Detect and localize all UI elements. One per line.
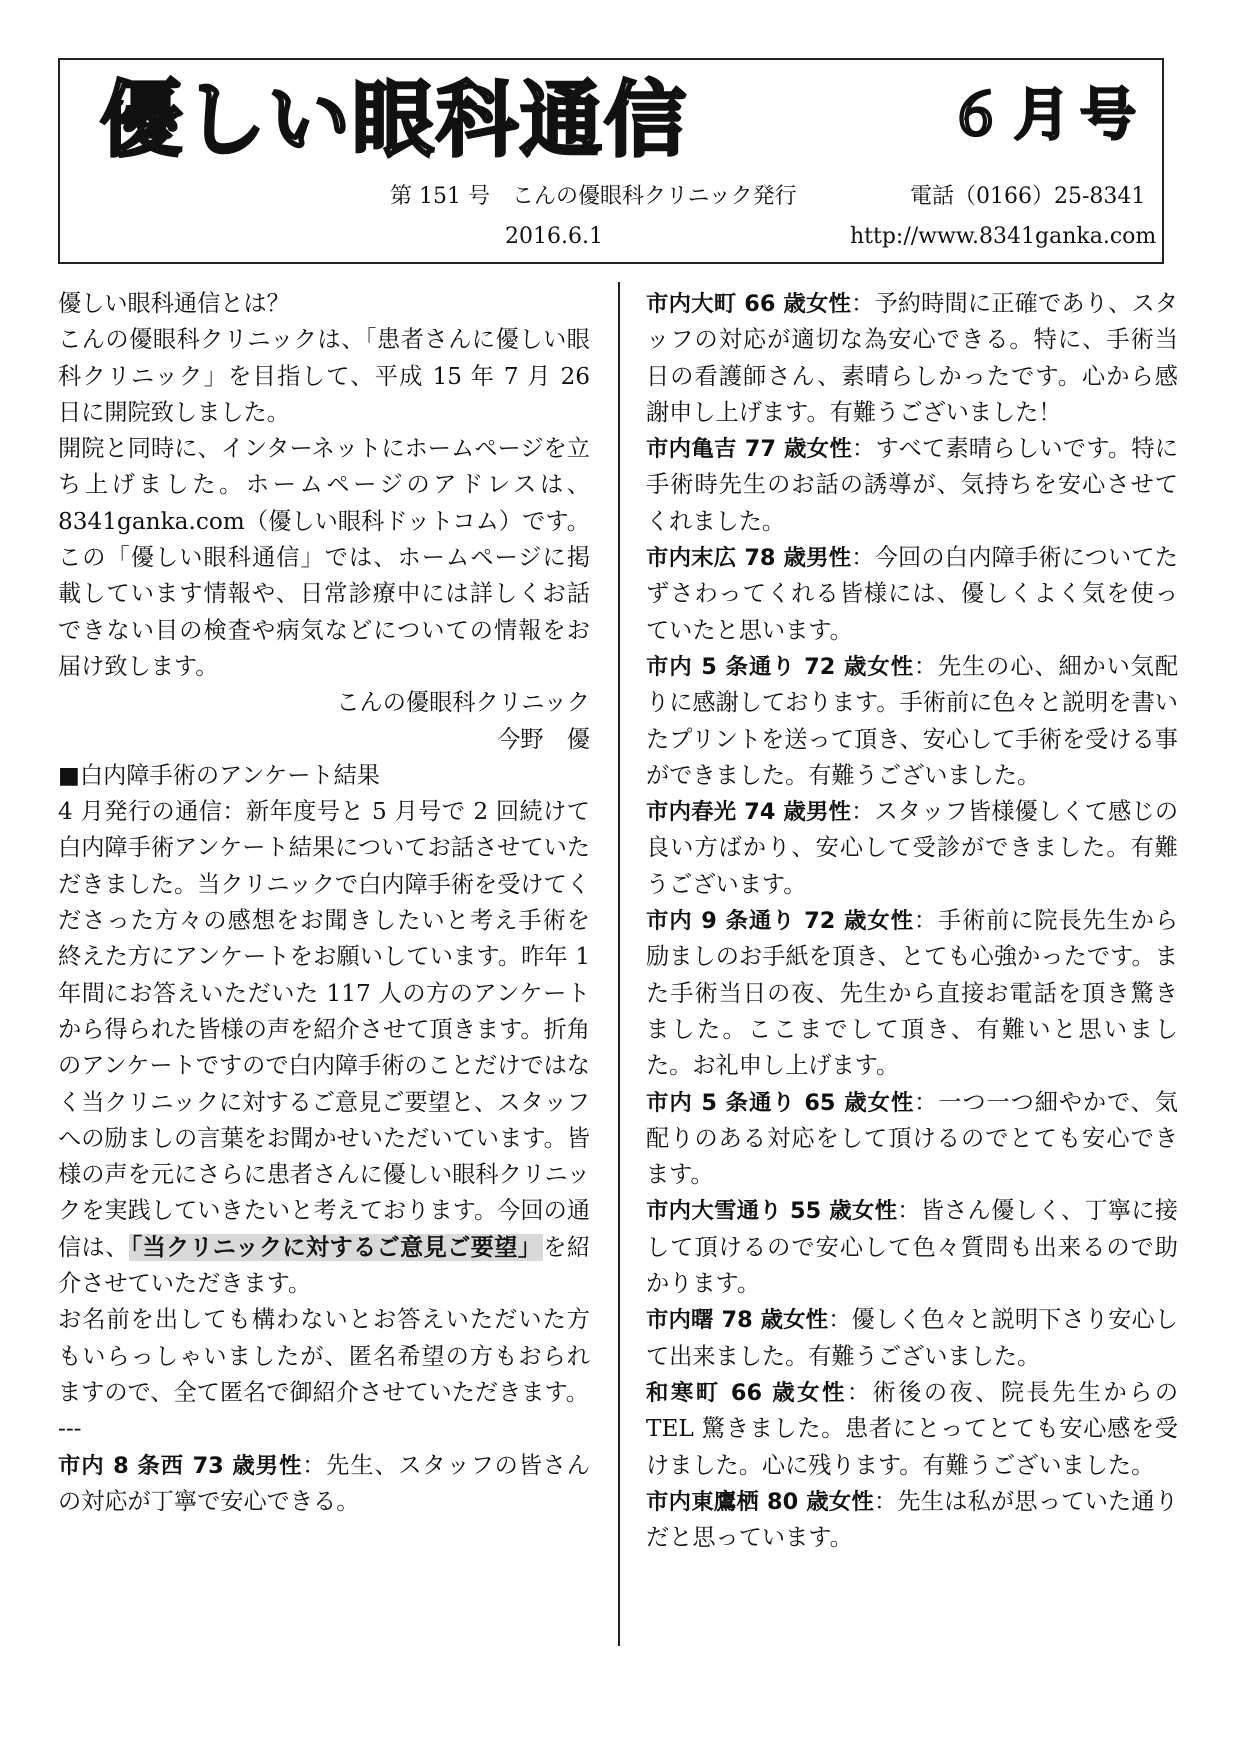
intro-paragraph-2: 開院と同時に、インターネットにホームページを立ち上げました。ホームページのアドレスは、8341ganka.com（優しい眼科ドットコム）です。この「優しい眼科通信」では、ホームページに掲載しています情報や、日常診療中には詳しくお話できない目の検査や病気などについての情報をお届け致します。 xyxy=(58,435,590,680)
comment-item xyxy=(646,1085,1178,1194)
comment-item xyxy=(646,431,1178,540)
comment-item xyxy=(58,1448,590,1521)
comment-author: 市内末広 78 歳男性 xyxy=(646,545,852,572)
comment-author: 市内 5 条通り 65 歳女性 xyxy=(646,1089,915,1116)
issue-month: ６月号 xyxy=(948,83,1146,148)
comment-text: ：予約時間に正確であり、スタッフの対応が適切な為安心できる。特に、手術当日の看護師さん、素晴らしかったです。心から感謝申し上げます。有難うございました！ xyxy=(646,290,1179,426)
comment-item xyxy=(646,794,1178,903)
doctor-name: 今野 優 xyxy=(497,725,590,753)
comment-author: 市内亀吉 77 歳女性 xyxy=(646,436,853,463)
comment-text: ：術後の夜、院長先生からの TEL 驚きました。患者にとってとても安心感を受けました。心に残ります。有難うございました。 xyxy=(646,1378,1179,1479)
comment-author: 市内大町 66 歳女性 xyxy=(646,291,852,317)
intro-paragraph-1: こんの優眼科クリニックは、「患者さんに優しい眼科クリニック」を目指して、平成 15 年 7 月 26 日に開院致しました。 xyxy=(58,326,590,426)
comment-text: ：すべて素晴らしいです。特に手術時先生のお話の誘導が、気持ちを安心させてくれました。 xyxy=(646,435,1179,535)
comment-text: ：手術前に院長先生から励ましのお手紙を頂き、とても心強かったです。また手術当日の夜、先生から直接お電話を頂き驚きました。ここまでして頂き、有難いと思いました。お礼申し上げます。 xyxy=(646,907,1179,1080)
comment-text: ：皆さん優しく、丁寧に接して頂けるので安心して色々質問も出来るので助かります。 xyxy=(646,1197,1178,1298)
comment-item xyxy=(646,1302,1178,1375)
survey-paragraph-1 xyxy=(58,794,590,1302)
phone-number: 電話（0166）25-8341 xyxy=(910,184,1146,209)
comment-author: 市内 8 条西 73 歳男性 xyxy=(58,1452,303,1479)
comment-author: 市内東鷹栖 80 歳女性 xyxy=(646,1488,875,1515)
comment-item xyxy=(646,286,1178,431)
comment-item xyxy=(646,1484,1178,1557)
comment-text: ：今回の白内障手術についてたずさわってくれる皆様には、優しくよく気を使っていたと思います。 xyxy=(646,544,1179,644)
comment-text: ：先生の心、細かい気配りに感謝しております。手術前に色々と説明を書いたプリントを送って頂き、安心して手術を受ける事ができました。有難うございました。 xyxy=(646,652,1179,789)
comment-author: 市内曙 78 歳女性 xyxy=(646,1307,829,1334)
comment-author: 市内春光 74 歳男性 xyxy=(646,799,852,826)
survey-text-before: 4 月発行の通信：新年度号と 5 月号で 2 回続けて白内障手術アンケート結果についてお話させていただきました。当クリニックで白内障手術を受けてくださった方々の感想をお聞きしたいと考え手術を終えた方にアンケートをお願いしています。昨年 1 年間にお答えいただいた 117 人の方のアンケートから得られた皆様の声を紹介させて頂きます。折角のアンケートですので白内障手術のことだけではなく当クリニックに対するご意見ご要望と、スタッフへの励ましの言葉をお聞かせいただいています。皆様の声を元にさらに患者さんに優しい眼科クリニックを実践していきたいと考えております。今回の通信は、 xyxy=(58,798,590,1261)
comment-author: 市内 9 条通り 72 歳女性 xyxy=(646,908,914,935)
comment-item xyxy=(646,1193,1178,1302)
survey-highlight: 「当クリニックに対するご意見ご要望」 xyxy=(130,1233,542,1261)
comment-item xyxy=(646,649,1178,794)
survey-paragraph-2: お名前を出しても構わないとお答えいただいた方もいらっしゃいましたが、匿名希望の方もおられますので、全て匿名で御紹介させていただきます。 xyxy=(58,1306,590,1406)
right-column xyxy=(646,286,1178,1556)
comment-text: ：一つ一つ細やかで、気配りのある対応をして頂けるのでとても安心できます。 xyxy=(646,1088,1178,1189)
comment-item xyxy=(646,903,1178,1084)
comment-author: 和寒町 66 歳女性 xyxy=(646,1379,847,1406)
comment-text: ：スタッフ皆様優しくて感じの良い方ばかり、安心して受診ができました。有難うございます。 xyxy=(646,798,1179,898)
left-column xyxy=(58,286,590,1520)
website-url[interactable]: http://www.8341ganka.com xyxy=(850,224,1157,249)
comment-author: 市内大雪通り 55 歳女性 xyxy=(646,1198,898,1225)
survey-heading: ■白内障手術のアンケート結果 xyxy=(58,761,380,789)
comment-text: ：先生は私が思っていた通りだと思っています。 xyxy=(646,1487,1179,1552)
comment-item xyxy=(646,1375,1178,1484)
issue-date: 2016.6.1 xyxy=(505,224,603,249)
clinic-name: こんの優眼科クリニック xyxy=(336,689,590,717)
comment-text: ：優しく色々と説明下さり安心して出来ました。有難うございました。 xyxy=(646,1306,1178,1370)
issue-line: 第 151 号 こんの優眼科クリニック発行 xyxy=(390,184,797,209)
comment-text: ：先生、スタッフの皆さんの対応が丁寧で安心できる。 xyxy=(58,1451,590,1515)
section-separator: --- xyxy=(58,1415,82,1443)
intro-heading: 優しい眼科通信とは？ xyxy=(58,290,290,317)
left-comments xyxy=(58,1448,590,1521)
comment-item xyxy=(646,540,1178,649)
column-divider xyxy=(618,282,620,1646)
survey-text-after: を紹介させていただきます。 xyxy=(58,1233,591,1298)
masthead xyxy=(58,58,1164,264)
comment-author: 市内 5 条通り 72 歳女性 xyxy=(646,653,914,680)
newsletter-title: 優しい眼科通信 xyxy=(100,73,689,168)
